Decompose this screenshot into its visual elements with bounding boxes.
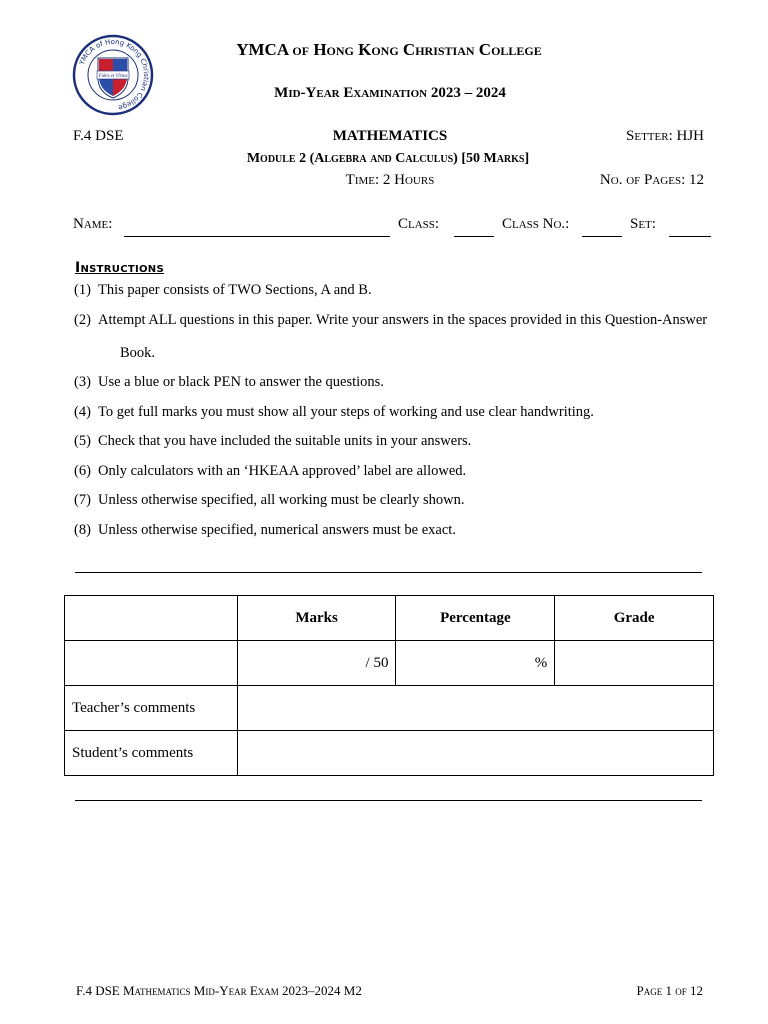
grade-header: Grade (555, 596, 714, 641)
exam-title: Mid-Year Examination 2023 – 2024 (274, 85, 506, 101)
svg-text:YMCA of Hong Kong Christian Co: YMCA of Hong Kong Christian College (77, 37, 151, 112)
instructions-heading: Instructions (75, 260, 164, 276)
marks-header: Marks (237, 596, 396, 641)
instruction-item: (7) Unless otherwise specified, all working must be clearly shown. (74, 492, 465, 508)
class-no-label: Class No.: (502, 216, 570, 232)
instruction-item: (8) Unless otherwise specified, numerical answers must be exact. (74, 522, 456, 538)
instruction-item: (2) Attempt ALL questions in this paper. Write your answers in the spaces provided in this Question-Answer (74, 312, 708, 328)
setter: Setter: HJH (626, 128, 704, 144)
class-label: Class: (398, 216, 440, 232)
student-comments-row (65, 731, 714, 776)
footer-page-number: Page 1 of 12 (636, 983, 703, 998)
percentage-header: Percentage (396, 596, 555, 641)
page-count: No. of Pages: 12 (599, 172, 704, 188)
class-no-field[interactable] (582, 236, 622, 237)
score-row-label (65, 641, 238, 686)
instruction-item: (4) To get full marks you must show all your steps of working and use clear handwriting. (74, 404, 594, 420)
divider (75, 572, 702, 573)
class-field[interactable] (454, 236, 494, 237)
percentage-cell[interactable]: % (396, 641, 555, 686)
footer-exam-name: F.4 DSE Mathematics Mid-Year Exam 2023–2024 M2 (76, 983, 362, 998)
marks-table (64, 595, 714, 776)
form-level: F.4 DSE (73, 128, 124, 144)
table-header-row (65, 596, 714, 641)
name-label: Name: (73, 216, 113, 232)
instruction-item: (6) Only calculators with an ‘HKEAA approved’ label are allowed. (74, 463, 467, 479)
divider (75, 800, 702, 801)
grade-cell[interactable] (555, 641, 714, 686)
subject-title: MATHEMATICS (332, 128, 448, 144)
name-field[interactable] (124, 236, 390, 237)
instruction-item: (3) Use a blue or black PEN to answer the questions. (74, 374, 384, 390)
set-label: Set: (630, 216, 656, 232)
svg-text:Fides et Virtus: Fides et Virtus (98, 74, 128, 79)
module-title: Module 2 (Algebra and Calculus) [50 Marks] (246, 151, 530, 166)
instruction-item-continuation: Book. (120, 345, 156, 361)
exam-time: Time: 2 Hours (345, 172, 435, 188)
teacher-comments-row (65, 686, 714, 731)
student-comments-cell[interactable] (237, 731, 713, 776)
student-comments-label: Student’s comments (65, 731, 238, 776)
teacher-comments-cell[interactable] (237, 686, 713, 731)
instruction-item: (1) This paper consists of TWO Sections, A and B. (74, 282, 372, 298)
teacher-comments-label: Teacher’s comments (65, 686, 238, 731)
school-name: YMCA of Hong Kong Christian College (236, 40, 542, 59)
score-row (65, 641, 714, 686)
table-header-cell (65, 596, 238, 641)
set-field[interactable] (669, 236, 711, 237)
marks-cell[interactable]: / 50 (237, 641, 396, 686)
instruction-item: (5) Check that you have included the suitable units in your answers. (74, 433, 472, 449)
